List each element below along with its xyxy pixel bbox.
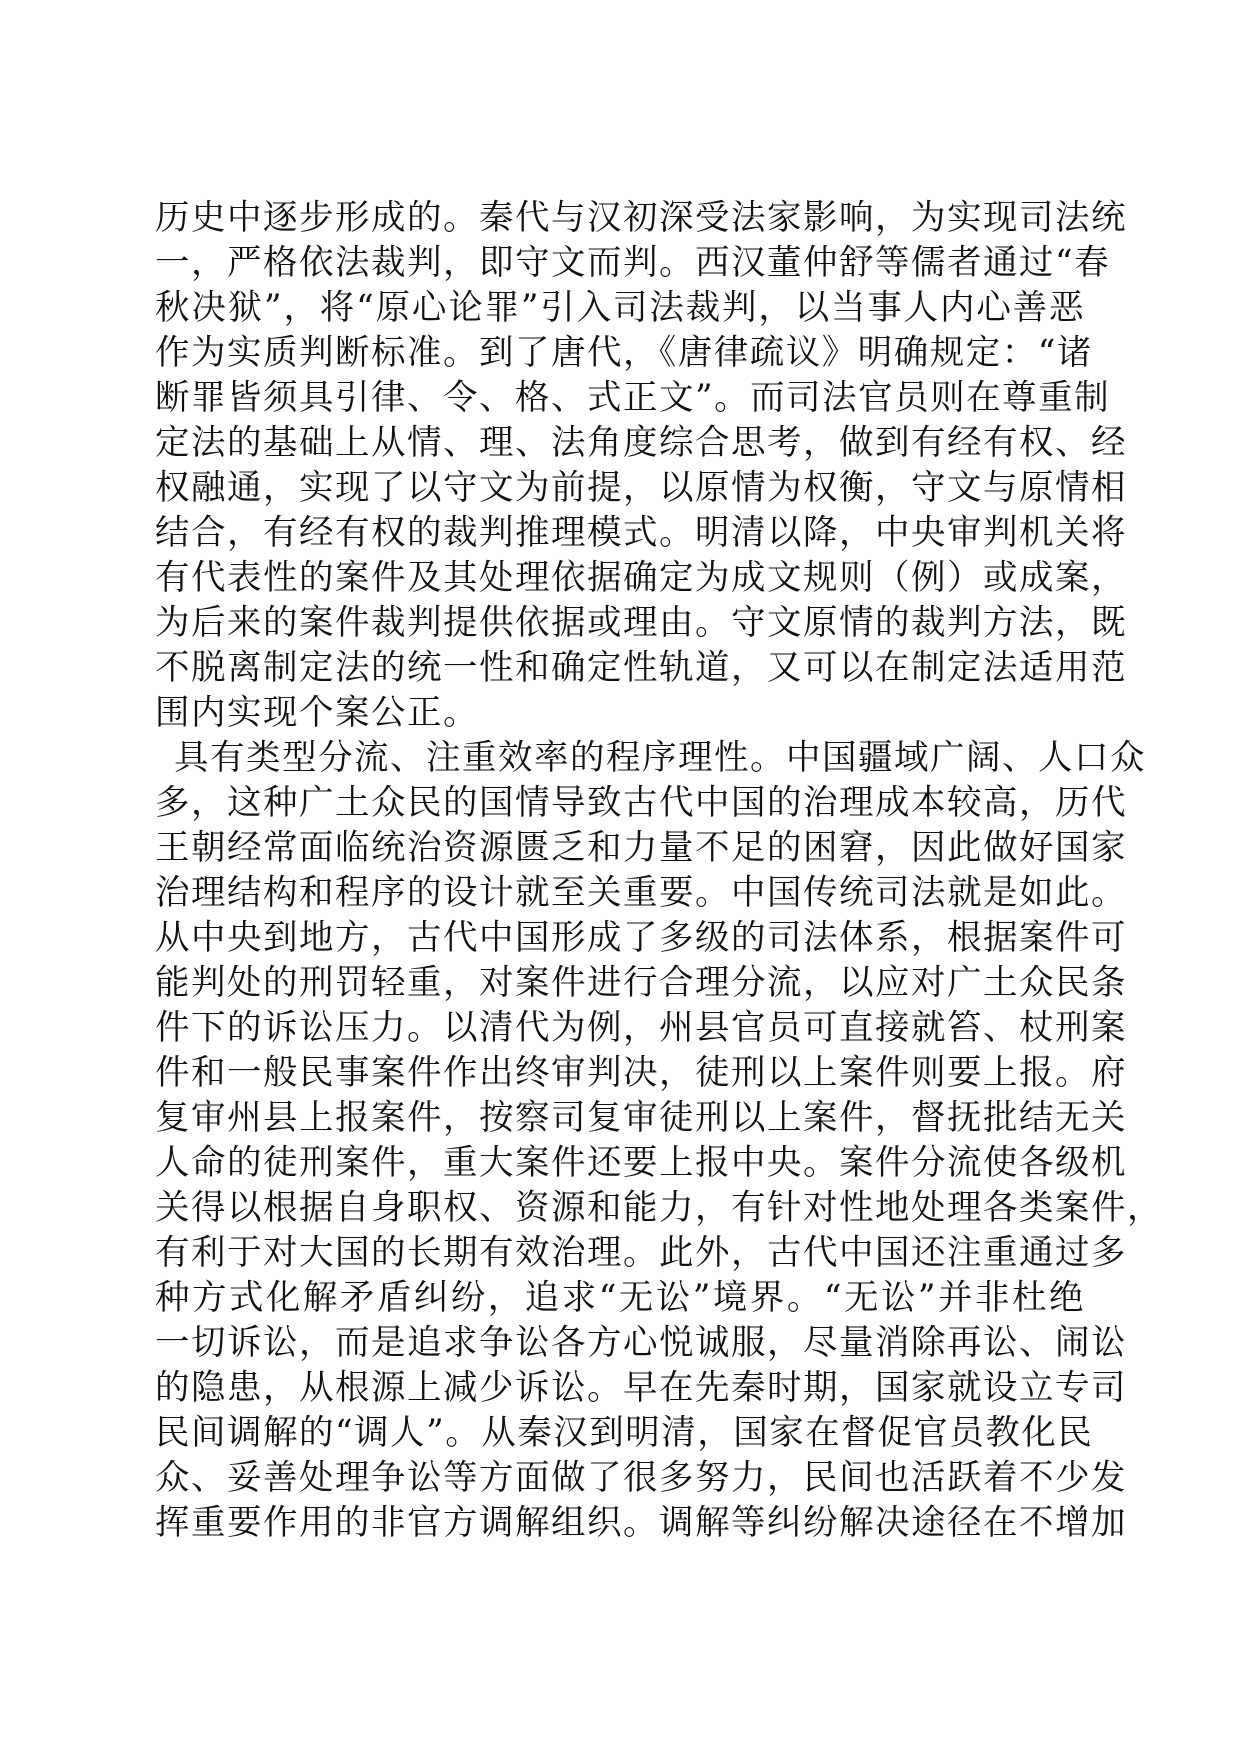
text-line: 多，这种广土众民的国情导致古代中国的治理成本较高，历代 — [155, 783, 1127, 823]
paragraph-judicial-reasoning — [155, 196, 1127, 736]
text-line: 关得以根据自身职权、资源和能力，有针对性地处理各类案件， — [155, 1188, 1163, 1228]
text-line: 为后来的案件裁判提供依据或理由。守文原情的裁判方法，既 — [155, 603, 1127, 643]
text-line: 能判处的刑罚轻重，对案件进行合理分流，以应对广土众民条 — [155, 963, 1127, 1003]
text-line: 不脱离制定法的统一性和确定性轨道，又可以在制定法适用范 — [155, 648, 1127, 688]
paragraph-procedural-rationality — [155, 736, 1163, 1546]
text-line: 历史中逐步形成的。秦代与汉初深受法家影响，为实现司法统 — [155, 198, 1127, 238]
text-line: 复审州县上报案件，按察司复审徒刑以上案件，督抚批结无关 — [155, 1098, 1127, 1138]
text-line: 具有类型分流、注重效率的程序理性。中国疆域广阔、人口众 — [174, 738, 1146, 778]
text-line: 众、妥善处理争讼等方面做了很多努力，民间也活跃着不少发 — [155, 1458, 1127, 1498]
text-line: 件下的诉讼压力。以清代为例，州县官员可直接就笞、杖刑案 — [155, 1008, 1127, 1048]
text-line: 一，严格依法裁判，即守文而判。西汉董仲舒等儒者通过“春 — [155, 243, 1111, 283]
text-line: 挥重要作用的非官方调解组织。调解等纠纷解决途径在不增加 — [155, 1503, 1127, 1543]
text-line: 种方式化解矛盾纠纷，追求“无讼”境界。“无讼”并非杜绝 — [155, 1278, 1085, 1318]
text-line: 件和一般民事案件作出终审判决，徒刑以上案件则要上报。府 — [155, 1053, 1127, 1093]
text-line: 有代表性的案件及其处理依据确定为成文规则（例）或成案， — [155, 558, 1127, 598]
body-text — [155, 196, 1163, 1546]
text-line: 的隐患，从根源上减少诉讼。早在先秦时期，国家就设立专司 — [155, 1368, 1127, 1408]
text-line: 民间调解的“调人”。从秦汉到明清，国家在督促官员教化民 — [155, 1413, 1094, 1453]
text-line: 作为实质判断标准。到了唐代，《唐律疏议》明确规定：“诸 — [155, 333, 1093, 373]
text-line: 从中央到地方，古代中国形成了多级的司法体系，根据案件可 — [155, 918, 1127, 958]
text-line: 断罪皆须具引律、令、格、式正文”。而司法官员则在尊重制 — [155, 378, 1111, 418]
text-line: 一切诉讼，而是追求争讼各方心悦诚服，尽量消除再讼、闹讼 — [155, 1323, 1127, 1363]
text-line: 围内实现个案公正。 — [155, 693, 479, 733]
text-line: 秋决狱”，将“原心论罪”引入司法裁判，以当事人内心善恶 — [155, 288, 1085, 328]
text-line: 人命的徒刑案件，重大案件还要上报中央。案件分流使各级机 — [155, 1143, 1127, 1183]
text-line: 定法的基础上从情、理、法角度综合思考，做到有经有权、经 — [155, 423, 1127, 463]
text-line: 结合，有经有权的裁判推理模式。明清以降，中央审判机关将 — [155, 513, 1127, 553]
text-line: 治理结构和程序的设计就至关重要。中国传统司法就是如此。 — [155, 873, 1127, 913]
text-line: 权融通，实现了以守文为前提，以原情为权衡，守文与原情相 — [155, 468, 1127, 508]
text-line: 有利于对大国的长期有效治理。此外，古代中国还注重通过多 — [155, 1233, 1127, 1273]
text-line: 王朝经常面临统治资源匮乏和力量不足的困窘，因此做好国家 — [155, 828, 1127, 868]
